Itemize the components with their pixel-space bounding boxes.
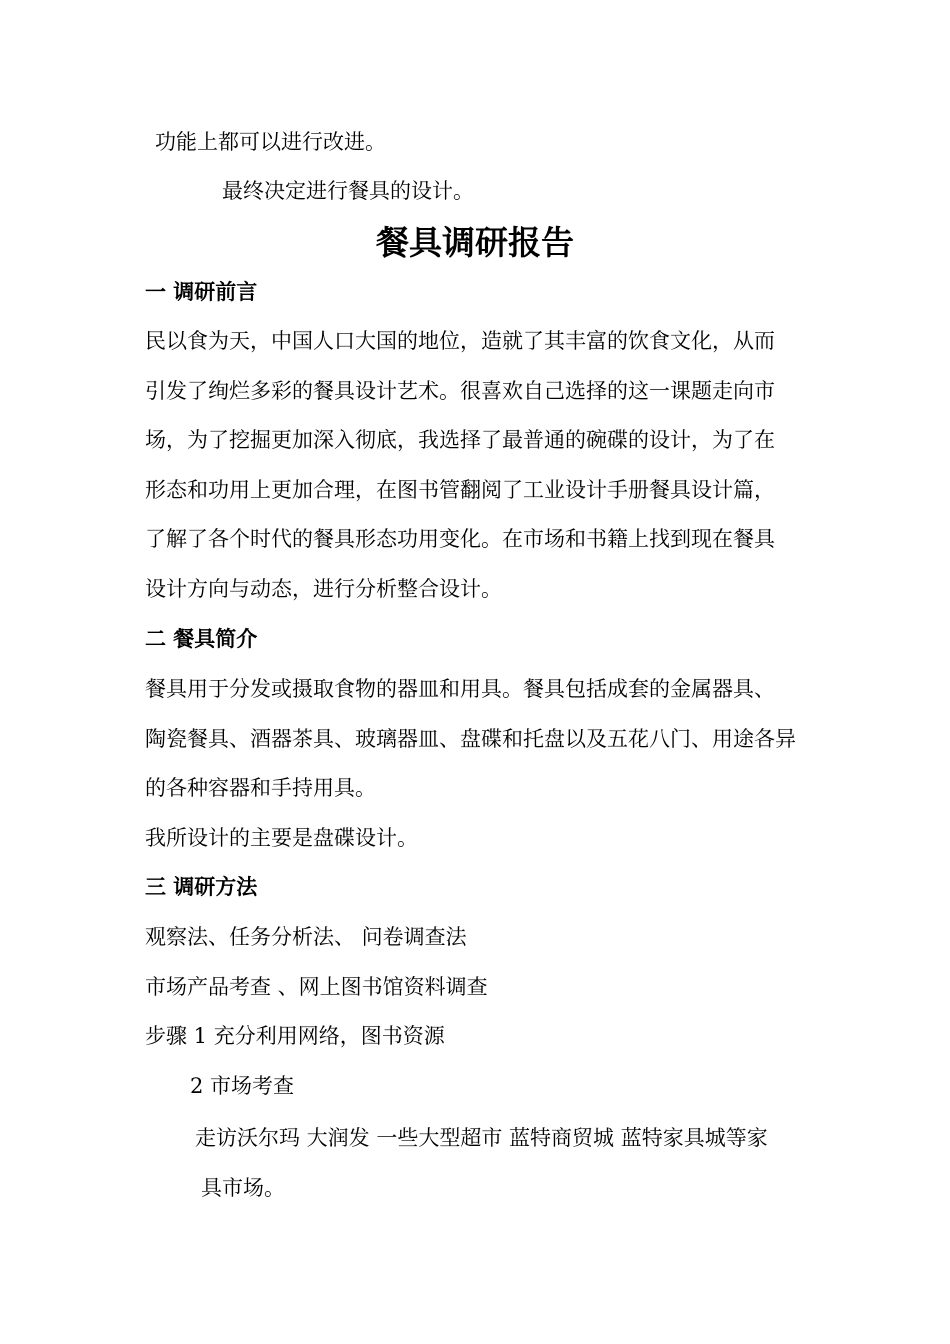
methods-line: 步骤 1 充分利用网络，图书资源: [145, 1024, 445, 1048]
preface-line: 形态和功用上更加合理，在图书管翻阅了工业设计手册餐具设计篇，: [145, 478, 775, 502]
intro-line-1: 功能上都可以进行改进。: [155, 130, 386, 154]
methods-line: 观察法、任务分析法、 问卷调查法: [145, 925, 467, 949]
methods-step-2-detail: 具市场。: [201, 1176, 285, 1200]
methods-step-2-detail: 走访沃尔玛 大润发 一些大型超市 蓝特商贸城 蓝特家具城等家: [195, 1126, 768, 1150]
section-heading-intro: 二 餐具简介: [145, 627, 258, 651]
intro-section-line: 陶瓷餐具、酒器茶具、玻璃器皿、盘碟和托盘以及五花八门、用途各异: [145, 727, 796, 751]
preface-line: 民以食为天，中国人口大国的地位，造就了其丰富的饮食文化，从而: [145, 329, 775, 353]
preface-line: 了解了各个时代的餐具形态功用变化。在市场和书籍上找到现在餐具: [145, 527, 775, 551]
intro-section-line: 餐具用于分发或摄取食物的器皿和用具。餐具包括成套的金属器具、: [145, 677, 775, 701]
methods-line: 市场产品考查 、网上图书馆资料调查: [145, 975, 488, 999]
section-heading-preface: 一 调研前言: [145, 280, 258, 304]
intro-section-line: 的各种容器和手持用具。: [145, 776, 376, 800]
preface-line: 引发了绚烂多彩的餐具设计艺术。很喜欢自己选择的这一课题走向市: [145, 379, 775, 403]
methods-step-2: 2 市场考查: [190, 1074, 295, 1098]
intro-section-line: 我所设计的主要是盘碟设计。: [145, 826, 418, 850]
page-title: 餐具调研报告: [376, 223, 574, 262]
preface-line: 设计方向与动态，进行分析整合设计。: [145, 577, 502, 601]
preface-line: 场，为了挖掘更加深入彻底，我选择了最普通的碗碟的设计，为了在: [145, 428, 775, 452]
intro-line-2: 最终决定进行餐具的设计。: [222, 179, 474, 203]
section-heading-methods: 三 调研方法: [145, 875, 258, 899]
